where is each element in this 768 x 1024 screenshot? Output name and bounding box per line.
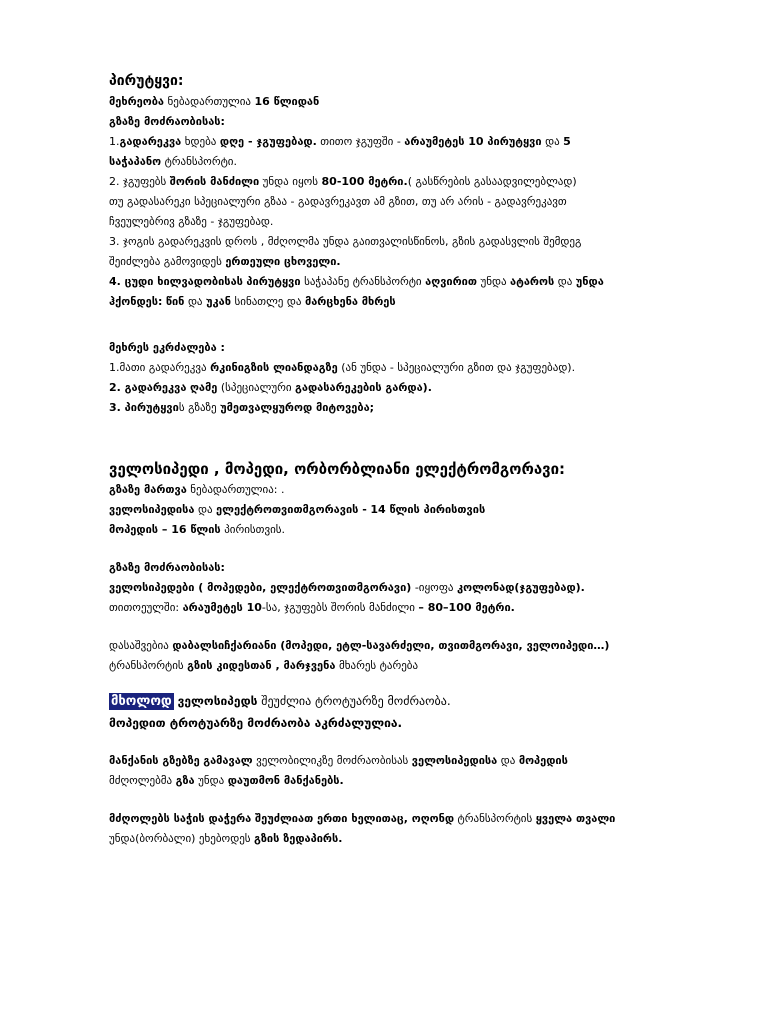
text: თითო ჯგუფში - [320,135,401,148]
text: 1. [109,135,120,148]
text: საჭაპანე ტრანსპორტი [304,275,422,288]
text: (ან უნდა - სპეციალური გზით და ჯგუფებად). [341,361,576,374]
line: გზაზე მოძრაობისას: [109,561,225,574]
text: 4. ცუდი ხილვადობისას [109,275,243,288]
text: ველოსიპედისა [411,754,498,767]
text: 5 [563,135,571,148]
text: შეუძლია ტროტუარზე მოძრაობა. [261,694,451,708]
text: ჯგუფებს შორის მანძილი [284,601,415,614]
line [109,292,729,312]
section-title-prohibitions: მეხრეს ეკრძალება : [109,341,225,354]
text: ტრანსპორტის [109,659,184,672]
spacer [109,418,729,444]
text: ველოსიპედისა [109,503,195,516]
text: 14 წლის პირისთვის [370,503,486,516]
line [109,358,729,378]
text: მძღოლებმა [109,774,173,787]
text: ელექტროთვითმგორავის - [216,503,367,516]
spacer [109,540,729,558]
text: და [557,275,573,288]
line [109,751,729,771]
line [109,398,729,418]
text: პირუტყვი [246,275,301,288]
line [109,771,729,791]
section-title-livestock: პირუტყვი: [109,73,184,89]
line [109,829,729,849]
text: თითოეულში: [109,601,180,614]
line [109,809,729,829]
text: და [545,135,560,148]
text: შეიძლება გამოვიდეს [109,255,222,268]
text: -იყოფა [414,581,454,594]
line [109,578,729,598]
text: მხარეს [338,659,377,672]
text: ატაროს [510,275,555,288]
text: ყველა თვალი [535,812,616,825]
text: ნებადართულია [167,95,252,108]
text: 2. გადარეკვა [109,381,187,394]
text: და [197,503,213,516]
text: – 80–100 მეტრი. [418,601,515,614]
text: ხდება [184,135,217,148]
line [109,520,729,540]
text: პირისთვის. [224,523,286,536]
line [109,598,729,618]
text: გზა [175,774,195,787]
text: და [187,295,203,308]
text: აღვირით [425,275,477,288]
text: ღამე [189,381,218,394]
text: გზის ზედაპირს. [254,832,343,845]
text: გზის კიდესთან , მარჯვენა [187,659,336,672]
text: გადასარეკების გარდა). [295,381,432,394]
text: უნდა [198,774,225,787]
line [109,152,729,172]
spacer [109,676,729,690]
text: არაუმეტეს 10 პირუტყვი [404,135,542,148]
text: უკან [206,295,231,308]
line [109,132,729,152]
line: თუ გადასარეკი სპეციალური გზაა - გადავრეკავთ ამ გზით, თუ არ არის - გადავრეკავთ [109,195,567,208]
text: მარცხენა მხრეს [304,295,396,308]
text: მოპედის – 16 წლის [109,523,221,536]
line: მოპედით ტროტუარზე მოძრაობა აკრძალულია. [109,716,403,730]
text: ჰქონდეს: [109,295,163,308]
line [109,272,729,292]
text: გადარეკვა [119,135,182,148]
text: 3. პირუტყვი [109,401,179,414]
text: ველოსიპედს [177,694,258,708]
text: უნდა [480,275,507,288]
text: კოლონად(ჯგუფებად). [457,581,585,594]
text: უნდა(ბორბალი) ეხებოდეს [109,832,251,845]
text: ( გასწრების გასაადვილებლად) [407,175,577,188]
line [109,656,729,676]
text: წინ [165,295,185,308]
text: უმეთვალყუროდ მიტოვება; [220,401,375,414]
text: რკინიგზის ლიანდაგზე [210,361,338,374]
text: შორის მანძილი [169,175,260,188]
text: ერთეული ცხოველი. [225,255,341,268]
text: ნებადართულია: . [190,483,285,496]
text: ტარება [379,659,419,672]
line [109,378,729,398]
text: ველოსიპედები ( მოპედები, ელექტროთვითმგორავი) [109,581,412,594]
text: 2. ჯგუფებს [109,175,167,188]
text: და [500,754,516,767]
text: საჭაპანო [109,155,162,168]
text: გზაზე მართვა [109,483,187,496]
spacer [109,733,729,751]
line: 3. ჯოგის გადარეკვის დროს , მძღოლმა უნდა გაითვალისწინოს, გზის გადასვლის შემდეგ [109,235,582,248]
section-title-bicycle: ველოსიპედი , მოპედი, ორბორბლიანი ელექტრომგორავი: [109,460,566,478]
text: ველობილიკზე მოძრაობისას [256,754,409,767]
text: დასაშვებია [109,639,169,652]
document-content [109,70,729,849]
text: სინათლე და [234,295,302,308]
line: გზაზე მოძრაობისას: [109,115,225,128]
text: მოპედის [518,754,568,767]
text: 80-100 მეტრი. [321,175,408,188]
text: უნდა [575,275,604,288]
line [109,636,729,656]
text: -სა, [261,601,281,614]
spacer [109,618,729,636]
text: უნდა იყოს [262,175,319,188]
text: მანქანის გზებზე [109,754,200,767]
text: გამავალ [203,754,253,767]
line [109,690,729,713]
text: მძღოლებს საჭის დაჭერა შეუძლიათ ერთი ხელითაც, ოღონდ [109,812,455,825]
text: დაუთმონ მანქანებს. [227,774,344,787]
text: დაბალსიჩქარიანი (მოპედი, ეტლ-სავარძელი, თვითმგორავი, ველოიპედი…) [172,639,610,652]
line [109,500,729,520]
spacer [109,444,729,458]
text: (სპეციალური [220,381,292,394]
text: დღე - ჯგუფებად. [219,135,317,148]
line [109,252,729,272]
text: ს გზაზე [178,401,217,414]
text: მეხრეობა [109,95,165,108]
spacer [109,312,729,338]
text: ტრანსპორტის [457,812,533,825]
text: 1.მათი გადარეკვა [109,361,207,374]
highlighted-text: მხოლოდ [111,694,172,709]
line [109,92,729,112]
text: 16 წლიდან [254,95,320,108]
spacer [109,791,729,809]
line [109,480,729,500]
text: არაუმეტეს 10 [182,601,262,614]
line [109,172,729,192]
line: ჩვეულებრივ გზაზე - ჯგუფებად. [109,215,274,228]
text: ტრანსპორტი. [164,155,237,168]
